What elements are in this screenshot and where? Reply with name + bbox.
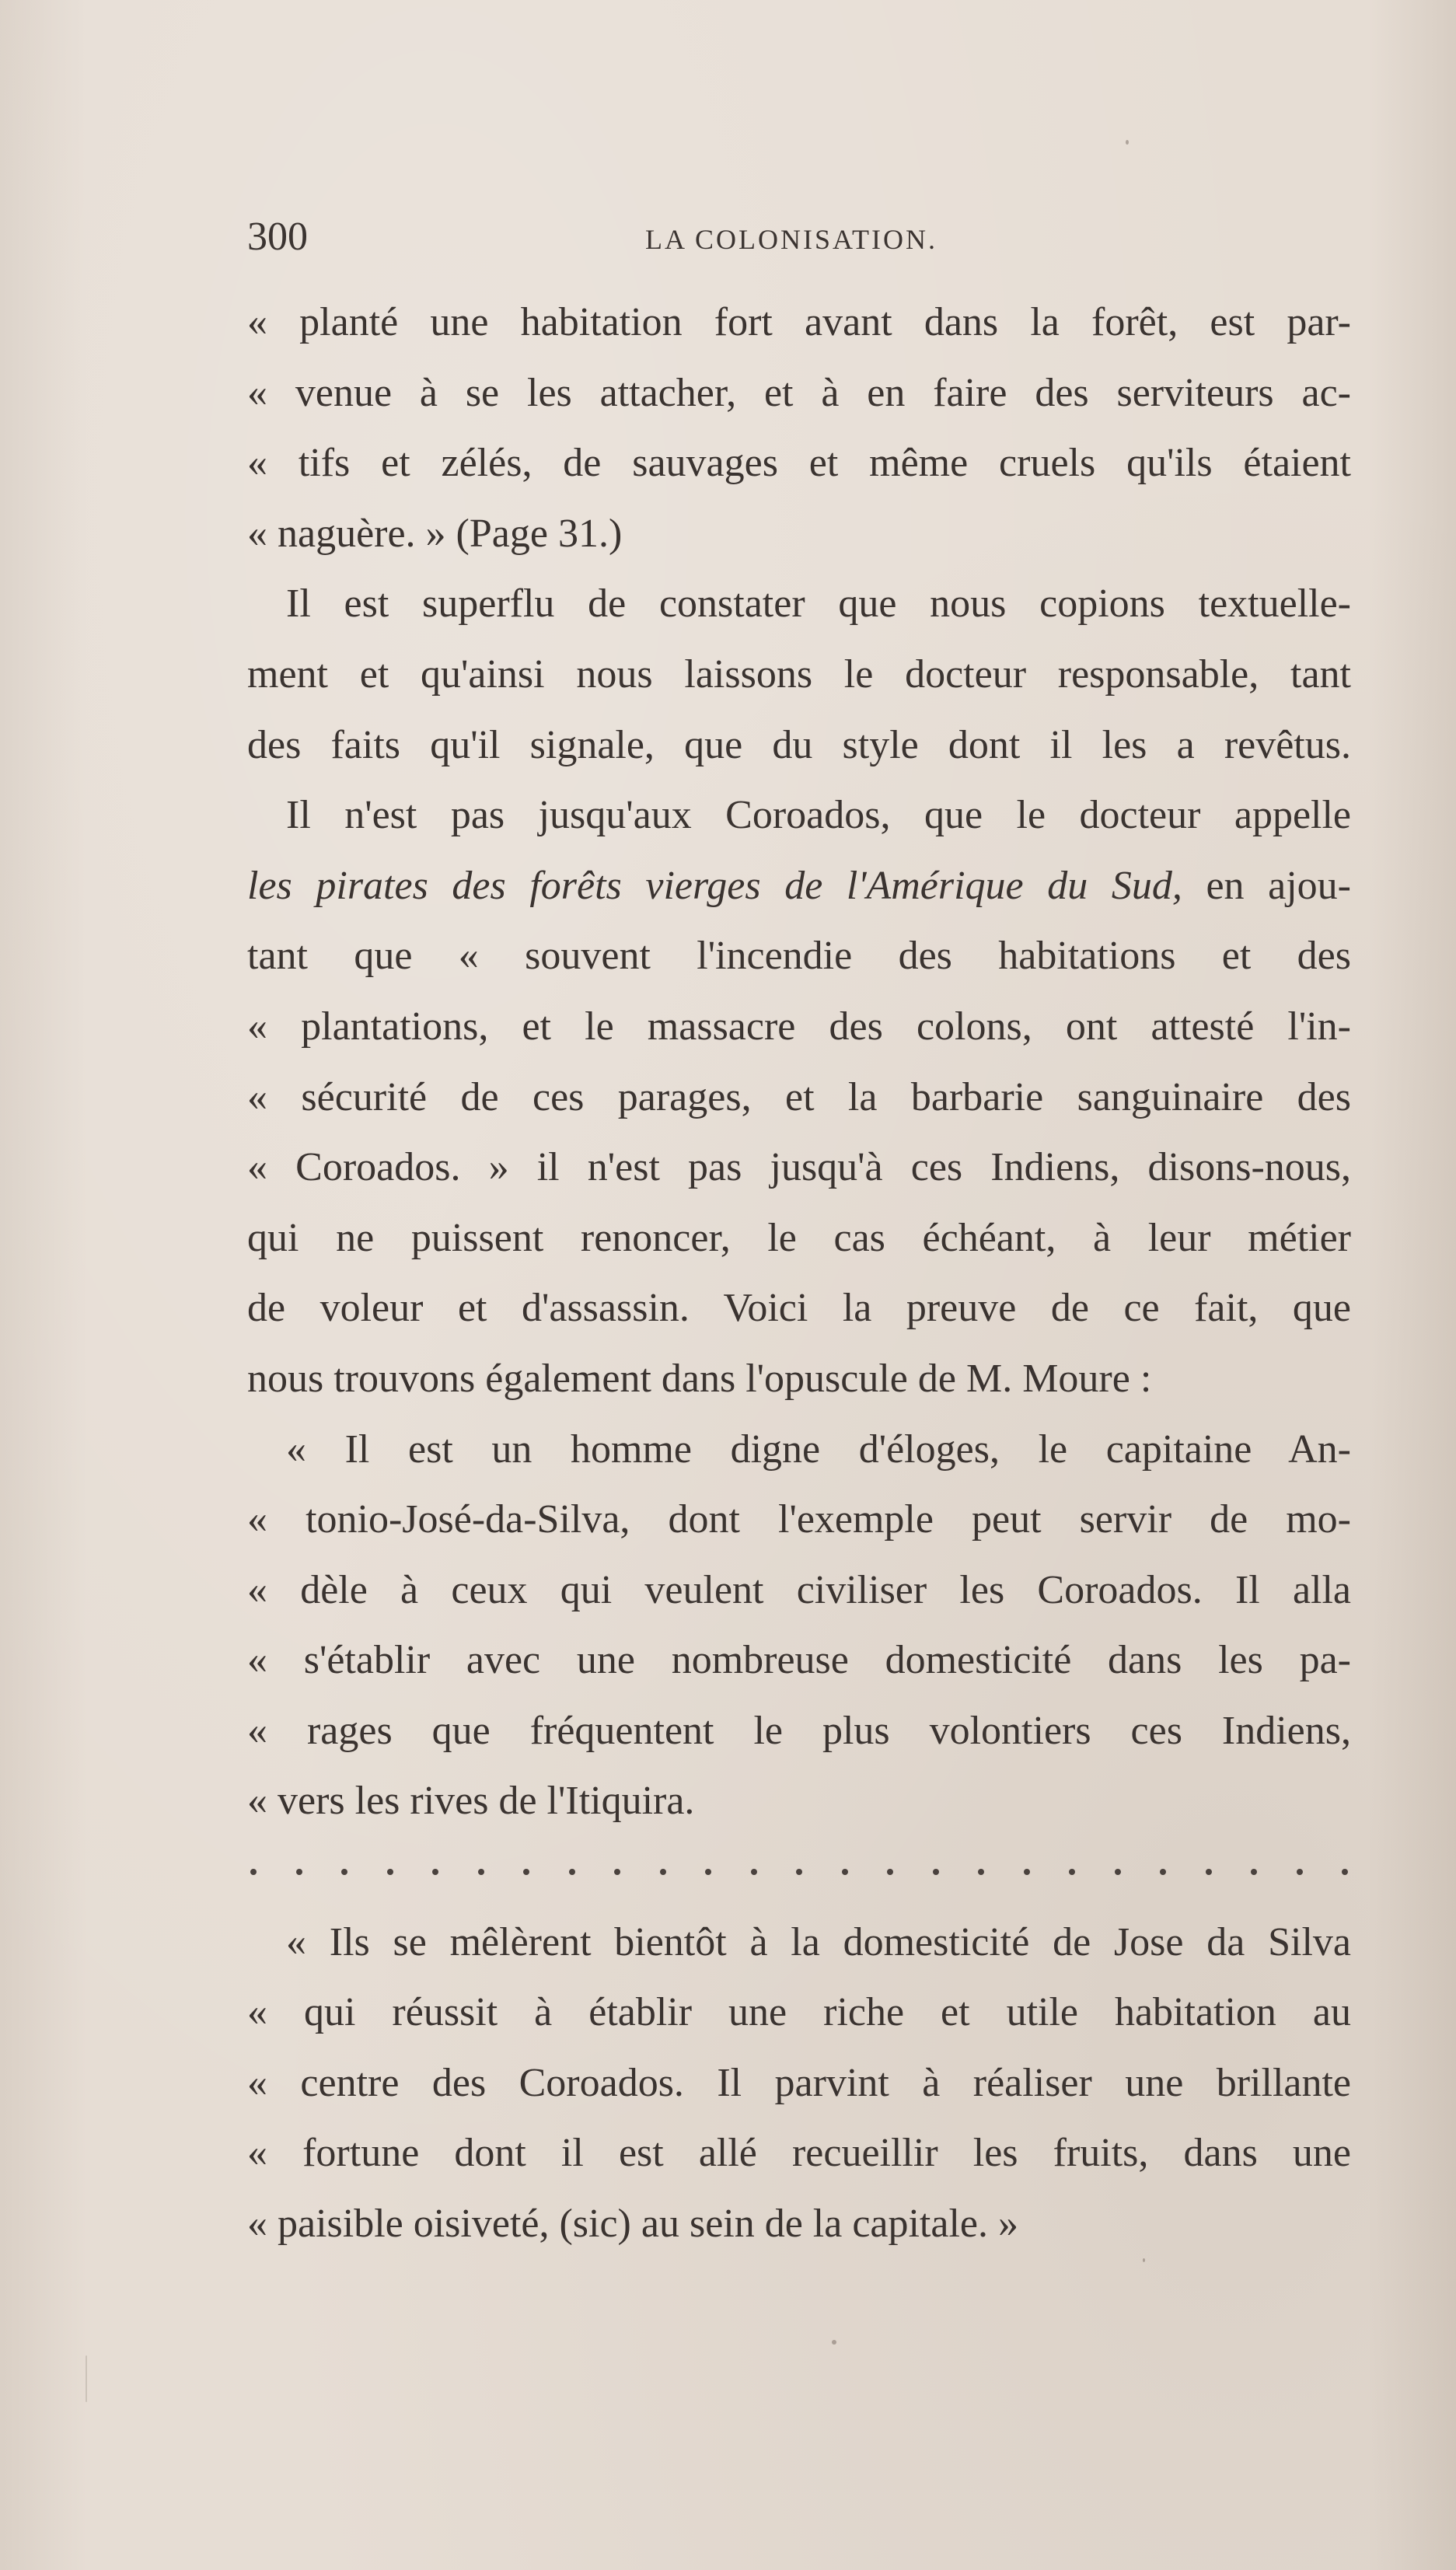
ellipsis-dot bbox=[887, 1869, 893, 1875]
text-line-with-italic bbox=[247, 851, 1351, 922]
ellipsis-dot bbox=[1115, 1869, 1121, 1875]
text-line: « dèle à ceux qui veulent civiliser les Coroados. Il alla bbox=[247, 1567, 1351, 1612]
text-line: nous trouvons également dans l'opuscule de M. Moure : bbox=[247, 1356, 1152, 1401]
ellipsis-dot bbox=[1206, 1869, 1212, 1875]
text-line: « tifs et zélés, de sauvages et même cruels qu'ils étaient bbox=[247, 441, 1351, 486]
ellipsis-dot bbox=[1342, 1869, 1348, 1875]
italic-phrase: les pirates des forêts vierges de l'Amérique du Sud, bbox=[247, 863, 1182, 908]
text-line: tant que « souvent l'incendie des habitations et des bbox=[247, 934, 1351, 979]
ellipsis-dot bbox=[978, 1869, 984, 1875]
text-line: « rages que fréquentent le plus volontiers ces Indiens, bbox=[247, 1708, 1351, 1753]
text-line: ment et qu'ainsi nous laissons le docteur responsable, tant bbox=[247, 651, 1351, 697]
text-line: Il est superflu de constater que nous copions textuelle- bbox=[286, 581, 1351, 627]
text-line: qui ne puissent renoncer, le cas échéant, à leur métier bbox=[247, 1215, 1351, 1260]
text-line: de voleur et d'assassin. Voici la preuve de ce fait, que bbox=[247, 1286, 1351, 1331]
ellipsis-dot bbox=[387, 1869, 393, 1875]
text-line: « naguère. » (Page 31.) bbox=[247, 511, 623, 556]
text-line: « qui réussit à établir une riche et utile habitation au bbox=[247, 1990, 1351, 2035]
text-line: « s'établir avec une nombreuse domesticité dans les pa- bbox=[247, 1638, 1351, 1683]
ellipsis-dot bbox=[1297, 1869, 1303, 1875]
ellipsis-dot bbox=[1024, 1869, 1030, 1875]
text-line: « tonio-José-da-Silva, dont l'exemple peut servir de mo- bbox=[247, 1497, 1351, 1542]
page-header bbox=[247, 210, 1351, 264]
ellipsis-dot bbox=[1069, 1869, 1075, 1875]
paper-speck bbox=[832, 2340, 836, 2345]
text-line: des faits qu'il signale, que du style dont il les a revêtus. bbox=[247, 722, 1351, 767]
text-line: « sécurité de ces parages, et la barbarie sanguinaire des bbox=[247, 1074, 1351, 1119]
paper-speck bbox=[1143, 2258, 1145, 2262]
text-line: « Il est un homme digne d'éloges, le capitaine An- bbox=[286, 1426, 1351, 1472]
ellipsis-dot bbox=[296, 1869, 302, 1875]
text-line: « paisible oisiveté, (sic) au sein de la capitale. » bbox=[247, 2202, 1018, 2247]
text-line: « Coroados. » il n'est pas jusqu'à ces Indiens, disons-nous, bbox=[247, 1145, 1351, 1190]
ellipsis-dot bbox=[432, 1869, 438, 1875]
text-line: « vers les rives de l'Itiquira. bbox=[247, 1779, 695, 1824]
ellipsis-dot bbox=[250, 1869, 257, 1875]
paper-speck bbox=[86, 2355, 87, 2402]
text-line: « planté une habitation fort avant dans la forêt, est par- bbox=[247, 300, 1351, 344]
ellipsis-dot bbox=[341, 1869, 347, 1875]
text-line: « plantations, et le massacre des colons, ont attesté l'in- bbox=[247, 1004, 1351, 1049]
ellipsis-dot bbox=[1251, 1869, 1257, 1875]
ellipsis-dot bbox=[1160, 1869, 1166, 1875]
ellipsis-dot bbox=[796, 1869, 802, 1875]
ellipsis-dot bbox=[842, 1869, 848, 1875]
text-line: Il n'est pas jusqu'aux Coroados, que le docteur appelle bbox=[286, 793, 1351, 838]
text-line-tail: en ajou- bbox=[1206, 863, 1351, 908]
ellipsis-dot bbox=[751, 1869, 757, 1875]
text-line: « Ils se mêlèrent bientôt à la domesticité de Jose da Silva bbox=[286, 1919, 1351, 1964]
ellipsis-dot bbox=[660, 1869, 666, 1875]
ellipsis-dot bbox=[614, 1869, 620, 1875]
ellipsis-dot bbox=[569, 1869, 575, 1875]
text-line: « fortune dont il est allé recueillir les fruits, dans une bbox=[247, 2131, 1351, 2176]
ellipsis-row bbox=[247, 1837, 1351, 1908]
ellipsis-dot bbox=[705, 1869, 711, 1875]
page-number: 300 bbox=[247, 215, 308, 259]
ellipsis-dot bbox=[478, 1869, 484, 1875]
running-title: LA COLONISATION. bbox=[645, 224, 937, 255]
text-line: « centre des Coroados. Il parvint à réaliser une brillante bbox=[247, 2060, 1351, 2105]
ellipsis-dot bbox=[523, 1869, 529, 1875]
body-text bbox=[247, 288, 1351, 2260]
text-line: « venue à se les attacher, et à en faire des serviteurs ac- bbox=[247, 370, 1351, 415]
ellipsis-dot bbox=[933, 1869, 939, 1875]
paper-speck bbox=[1126, 140, 1129, 145]
